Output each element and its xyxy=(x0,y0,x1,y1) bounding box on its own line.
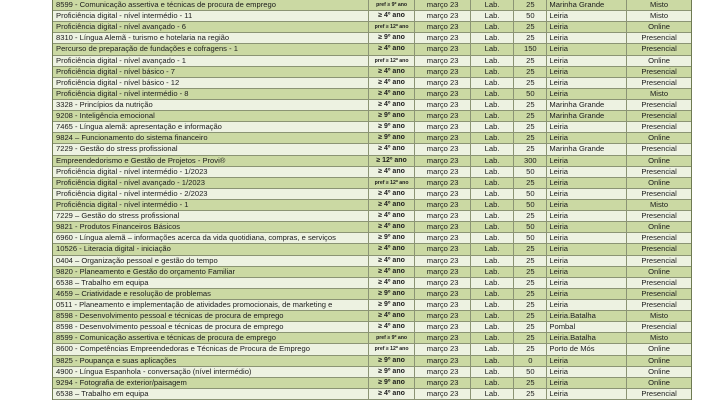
capacity-cell: 150 xyxy=(514,44,547,54)
capacity-cell: 25 xyxy=(514,78,547,88)
modality-cell: Online xyxy=(648,22,671,32)
course-name-cell: Empreendedorismo e Gestão de Projetos - Provi® xyxy=(53,156,369,166)
capacity-cell: 300 xyxy=(514,156,547,166)
table-row xyxy=(53,256,691,267)
capacity-cell: 50 xyxy=(514,233,547,243)
capacity-cell: 50 xyxy=(514,189,547,199)
start-date-cell: março 23 xyxy=(415,322,471,332)
start-date-cell: março 23 xyxy=(415,67,471,77)
start-date-cell: março 23 xyxy=(415,289,471,299)
table-row xyxy=(53,178,691,189)
start-date-cell: março 23 xyxy=(415,311,471,321)
lab-cell: Lab. xyxy=(471,144,514,154)
course-name-cell: 7465 - Língua alemã: apresentação e informação xyxy=(53,122,369,132)
modality-cell: Online xyxy=(648,155,671,165)
modality-cell: Presencial xyxy=(641,122,677,132)
start-date-cell: março 23 xyxy=(415,144,471,154)
start-date-cell: março 23 xyxy=(415,378,471,388)
start-date-cell: março 23 xyxy=(415,244,471,254)
table-row xyxy=(53,344,691,355)
modality-cell: Misto xyxy=(649,311,669,321)
lab-cell: Lab. xyxy=(471,300,514,310)
course-name-cell: 8310 - Língua Alemã - turismo e hotelaria na região xyxy=(53,33,369,43)
location-cell: Leiria xyxy=(547,300,627,310)
course-name-cell: Proficiência digital - nível intermédio - 1/2023 xyxy=(53,167,369,177)
location-cell: Leiria xyxy=(547,389,627,399)
table-row xyxy=(53,22,691,33)
lab-cell: Lab. xyxy=(471,367,514,377)
course-name-cell: Percurso de preparação de fundações e cofragens - 1 xyxy=(53,44,369,54)
course-name-cell: 9820 - Planeamento e Gestão do orçamento Familiar xyxy=(53,267,369,277)
location-cell: Leiria xyxy=(547,278,627,288)
schooling-requirement-cell: ≥ 4º ano xyxy=(369,44,416,54)
course-name-cell: 3328 - Princípios da nutrição xyxy=(53,100,369,110)
location-cell: Leiria xyxy=(547,33,627,43)
table-row xyxy=(53,244,691,255)
capacity-cell: 25 xyxy=(514,133,547,143)
lab-cell: Lab. xyxy=(471,322,514,332)
schooling-requirement-cell: ≥ 4º ano xyxy=(369,200,416,210)
capacity-cell: 25 xyxy=(514,56,547,66)
schooling-requirement-cell: ≥ 9º ano xyxy=(369,300,416,310)
schooling-requirement-cell: pref ≥ 9º ano xyxy=(369,0,416,10)
table-row xyxy=(53,211,691,222)
modality-cell: Misto xyxy=(649,11,669,21)
schooling-requirement-cell: ≥ 4º ano xyxy=(369,89,416,99)
modality-cell: Presencial xyxy=(641,211,677,221)
schooling-requirement-cell: ≥ 4º ano xyxy=(369,389,416,399)
capacity-cell: 25 xyxy=(514,311,547,321)
course-name-cell: 4659 – Criatividade e resolução de problemas xyxy=(53,289,369,299)
lab-cell: Lab. xyxy=(471,156,514,166)
start-date-cell: março 23 xyxy=(415,200,471,210)
schooling-requirement-cell: ≥ 4º ano xyxy=(369,244,416,254)
schooling-requirement-cell: ≥ 4º ano xyxy=(369,267,416,277)
location-cell: Marinha Grande xyxy=(547,144,627,154)
lab-cell: Lab. xyxy=(471,11,514,21)
capacity-cell: 25 xyxy=(514,178,547,188)
lab-cell: Lab. xyxy=(471,244,514,254)
lab-cell: Lab. xyxy=(471,0,514,10)
lab-cell: Lab. xyxy=(471,333,514,343)
schooling-requirement-cell: pref ≥ 12º ano xyxy=(369,56,416,66)
schooling-requirement-cell: ≥ 9º ano xyxy=(369,233,416,243)
modality-cell: Online xyxy=(648,177,671,187)
schooling-requirement-cell: pref ≥ 12º ano xyxy=(369,178,416,188)
start-date-cell: março 23 xyxy=(415,78,471,88)
modality-cell: Online xyxy=(648,133,671,143)
start-date-cell: março 23 xyxy=(415,56,471,66)
table-row xyxy=(53,133,691,144)
lab-cell: Lab. xyxy=(471,289,514,299)
modality-cell: Presencial xyxy=(641,111,677,121)
lab-cell: Lab. xyxy=(471,44,514,54)
table-row xyxy=(53,167,691,178)
lab-cell: Lab. xyxy=(471,111,514,121)
start-date-cell: março 23 xyxy=(415,367,471,377)
lab-cell: Lab. xyxy=(471,378,514,388)
modality-cell: Online xyxy=(648,222,671,232)
schooling-requirement-cell: pref ≥ 12º ano xyxy=(369,344,416,354)
capacity-cell: 25 xyxy=(514,378,547,388)
start-date-cell: março 23 xyxy=(415,267,471,277)
table-row xyxy=(53,389,691,400)
capacity-cell: 25 xyxy=(514,144,547,154)
course-name-cell: 8598 - Desenvolvimento pessoal e técnicas de procura de emprego xyxy=(53,322,369,332)
course-name-cell: 9294 - Fotografia de exterior/paisagem xyxy=(53,378,369,388)
location-cell: Leiria xyxy=(547,67,627,77)
table-row xyxy=(53,56,691,67)
location-cell: Leiria xyxy=(547,244,627,254)
capacity-cell: 0 xyxy=(514,356,547,366)
table-row xyxy=(53,222,691,233)
modality-cell: Presencial xyxy=(641,300,677,309)
table-row xyxy=(53,156,691,167)
course-name-cell: 9825 - Poupança e suas aplicações xyxy=(53,356,369,366)
schooling-requirement-cell: ≥ 9º ano xyxy=(369,289,416,299)
location-cell: Leiria xyxy=(547,122,627,132)
lab-cell: Lab. xyxy=(471,89,514,99)
location-cell: Leiria xyxy=(547,22,627,32)
lab-cell: Lab. xyxy=(471,133,514,143)
table-row xyxy=(53,333,691,344)
start-date-cell: março 23 xyxy=(415,389,471,399)
schooling-requirement-cell: ≥ 9º ano xyxy=(369,122,416,132)
start-date-cell: março 23 xyxy=(415,44,471,54)
location-cell: Porto de Mós xyxy=(547,344,627,354)
start-date-cell: março 23 xyxy=(415,233,471,243)
start-date-cell: março 23 xyxy=(415,356,471,366)
modality-cell: Misto xyxy=(649,333,669,343)
course-name-cell: 0404 – Organização pessoal e gestão do tempo xyxy=(53,256,369,266)
table-row xyxy=(53,233,691,244)
lab-cell: Lab. xyxy=(471,278,514,288)
modality-cell: Presencial xyxy=(641,233,677,243)
table-row xyxy=(53,367,691,378)
table-row xyxy=(53,122,691,133)
schooling-requirement-cell: ≥ 4º ano xyxy=(369,278,416,288)
schooling-requirement-cell: ≥ 9º ano xyxy=(369,367,416,377)
start-date-cell: março 23 xyxy=(415,156,471,166)
table-row xyxy=(53,144,691,155)
capacity-cell: 25 xyxy=(514,267,547,277)
capacity-cell: 25 xyxy=(514,211,547,221)
lab-cell: Lab. xyxy=(471,233,514,243)
table-row xyxy=(53,278,691,289)
schooling-requirement-cell: ≥ 9º ano xyxy=(369,133,416,143)
modality-cell: Presencial xyxy=(641,100,677,110)
capacity-cell: 25 xyxy=(514,322,547,332)
lab-cell: Lab. xyxy=(471,56,514,66)
capacity-cell: 25 xyxy=(514,122,547,132)
course-name-cell: 8600 - Competências Empreendedoras e Técnicas de Procura de Emprego xyxy=(53,344,369,354)
modality-cell: Presencial xyxy=(641,244,677,254)
location-cell: Leiria xyxy=(547,233,627,243)
course-name-cell: 8599 - Comunicação assertiva e técnicas de procura de emprego xyxy=(53,333,369,343)
course-name-cell: Proficiência digital - nível intermédio - 2/2023 xyxy=(53,189,369,199)
start-date-cell: março 23 xyxy=(415,22,471,32)
lab-cell: Lab. xyxy=(471,22,514,32)
start-date-cell: março 23 xyxy=(415,100,471,110)
location-cell: Leiria xyxy=(547,78,627,88)
table-row xyxy=(53,200,691,211)
start-date-cell: março 23 xyxy=(415,344,471,354)
course-name-cell: 7229 – Gestão do stress profissional xyxy=(53,211,369,221)
location-cell: Marinha Grande xyxy=(547,111,627,121)
location-cell: Leiria xyxy=(547,56,627,66)
location-cell: Leiria xyxy=(547,267,627,277)
modality-cell: Presencial xyxy=(641,277,677,287)
capacity-cell: 25 xyxy=(514,278,547,288)
capacity-cell: 25 xyxy=(514,256,547,266)
table-row xyxy=(53,11,691,22)
start-date-cell: março 23 xyxy=(415,189,471,199)
table-row xyxy=(53,189,691,200)
course-name-cell: Proficiência digital - nível intermédio - 11 xyxy=(53,11,369,21)
location-cell: Leiria xyxy=(547,89,627,99)
location-cell: Marinha Grande xyxy=(547,0,627,10)
lab-cell: Lab. xyxy=(471,389,514,399)
location-cell: Leiria xyxy=(547,167,627,177)
course-name-cell: 8599 - Comunicação assertiva e técnicas de procura de emprego xyxy=(53,0,369,10)
lab-cell: Lab. xyxy=(471,200,514,210)
table-row xyxy=(53,67,691,78)
schooling-requirement-cell: ≥ 4º ano xyxy=(369,78,416,88)
modality-cell: Misto xyxy=(649,200,669,210)
start-date-cell: março 23 xyxy=(415,178,471,188)
start-date-cell: março 23 xyxy=(415,133,471,143)
lab-cell: Lab. xyxy=(471,167,514,177)
location-cell: Leiria xyxy=(547,222,627,232)
modality-cell: Online xyxy=(648,344,671,354)
course-name-cell: 7229 - Gestão do stress profissional xyxy=(53,144,369,154)
table-row xyxy=(53,44,691,55)
table-row xyxy=(53,322,691,333)
location-cell: Leiria xyxy=(547,178,627,188)
table-row xyxy=(53,289,691,300)
table-row xyxy=(53,78,691,89)
lab-cell: Lab. xyxy=(471,100,514,110)
location-cell: Leiria xyxy=(547,11,627,21)
location-cell: Pombal xyxy=(547,322,627,332)
schooling-requirement-cell: ≥ 4º ano xyxy=(369,167,416,177)
start-date-cell: março 23 xyxy=(415,89,471,99)
capacity-cell: 25 xyxy=(514,289,547,299)
start-date-cell: março 23 xyxy=(415,300,471,310)
modality-cell: Presencial xyxy=(641,77,677,87)
schooling-requirement-cell: ≥ 4º ano xyxy=(369,322,416,332)
location-cell: Leiria xyxy=(547,44,627,54)
table-row xyxy=(53,378,691,389)
modality-cell: Presencial xyxy=(641,144,677,154)
modality-cell: Presencial xyxy=(641,66,677,76)
start-date-cell: março 23 xyxy=(415,0,471,10)
start-date-cell: março 23 xyxy=(415,278,471,288)
lab-cell: Lab. xyxy=(471,33,514,43)
capacity-cell: 25 xyxy=(514,67,547,77)
start-date-cell: março 23 xyxy=(415,167,471,177)
schooling-requirement-cell: ≥ 4º ano xyxy=(369,256,416,266)
course-name-cell: 9821 - Produtos Financeiros Básicos xyxy=(53,222,369,232)
lab-cell: Lab. xyxy=(471,256,514,266)
modality-cell: Presencial xyxy=(641,188,677,198)
capacity-cell: 25 xyxy=(514,111,547,121)
course-name-cell: Proficiência digital - nível avançado - 6 xyxy=(53,22,369,32)
lab-cell: Lab. xyxy=(471,222,514,232)
capacity-cell: 25 xyxy=(514,244,547,254)
course-name-cell: 0511 - Planeamento e implementação de atividades promocionais, de marketing e xyxy=(53,300,369,310)
start-date-cell: março 23 xyxy=(415,333,471,343)
table-row xyxy=(53,267,691,278)
modality-cell: Misto xyxy=(649,88,669,98)
schooling-requirement-cell: ≥ 4º ano xyxy=(369,67,416,77)
schooling-requirement-cell: ≥ 9º ano xyxy=(369,378,416,388)
course-name-cell: 6538 – Trabalho em equipa xyxy=(53,278,369,288)
capacity-cell: 25 xyxy=(514,389,547,399)
lab-cell: Lab. xyxy=(471,67,514,77)
modality-cell: Presencial xyxy=(641,33,677,43)
schooling-requirement-cell: ≥ 4º ano xyxy=(369,144,416,154)
location-cell: Leiria xyxy=(547,189,627,199)
location-cell: Leiria xyxy=(547,200,627,210)
modality-cell: Online xyxy=(648,55,671,65)
capacity-cell: 50 xyxy=(514,222,547,232)
schooling-requirement-cell: ≥ 4º ano xyxy=(369,211,416,221)
start-date-cell: março 23 xyxy=(415,11,471,21)
course-name-cell: Proficiência digital - nível avançado - 1/2023 xyxy=(53,178,369,188)
modality-cell: Online xyxy=(648,366,671,376)
course-name-cell: 6960 - Língua alemã – informações acerca da vida quotidiana, compras, e serviços xyxy=(53,233,369,243)
modality-cell: Presencial xyxy=(641,288,677,298)
schooling-requirement-cell: pref ≥ 9º ano xyxy=(369,333,416,343)
lab-cell: Lab. xyxy=(471,122,514,132)
course-name-cell: Proficiência digital - nível intermédio - 1 xyxy=(53,200,369,210)
schooling-requirement-cell: ≥ 4º ano xyxy=(369,100,416,110)
start-date-cell: março 23 xyxy=(415,256,471,266)
modality-cell: Online xyxy=(648,355,671,365)
capacity-cell: 25 xyxy=(514,0,547,10)
location-cell: Marinha Grande xyxy=(547,100,627,110)
schooling-requirement-cell: ≥ 9º ano xyxy=(369,111,416,121)
lab-cell: Lab. xyxy=(471,344,514,354)
start-date-cell: março 23 xyxy=(415,122,471,132)
course-name-cell: 8598 - Desenvolvimento pessoal e técnicas de procura de emprego xyxy=(53,311,369,321)
start-date-cell: março 23 xyxy=(415,111,471,121)
location-cell: Leiria xyxy=(547,378,627,388)
table-row xyxy=(53,0,691,11)
location-cell: Leiria.Batalha xyxy=(547,333,627,343)
lab-cell: Lab. xyxy=(471,78,514,88)
capacity-cell: 25 xyxy=(514,100,547,110)
modality-cell: Online xyxy=(648,266,671,276)
table-row xyxy=(53,89,691,100)
schooling-requirement-cell: ≥ 4º ano xyxy=(369,311,416,321)
location-cell: Leiria xyxy=(547,289,627,299)
modality-cell: Misto xyxy=(649,0,669,10)
table-row xyxy=(53,356,691,367)
start-date-cell: março 23 xyxy=(415,222,471,232)
lab-cell: Lab. xyxy=(471,211,514,221)
modality-cell: Presencial xyxy=(641,255,677,265)
course-name-cell: Proficiência digital - nível intermédio - 8 xyxy=(53,89,369,99)
location-cell: Leiria.Batalha xyxy=(547,311,627,321)
start-date-cell: março 23 xyxy=(415,211,471,221)
table-row xyxy=(53,300,691,311)
lab-cell: Lab. xyxy=(471,178,514,188)
schooling-requirement-cell: ≥ 9º ano xyxy=(369,356,416,366)
course-name-cell: Proficiência digital - nível avançado - 1 xyxy=(53,56,369,66)
modality-cell: Online xyxy=(648,377,671,387)
capacity-cell: 50 xyxy=(514,11,547,21)
start-date-cell: março 23 xyxy=(415,33,471,43)
schooling-requirement-cell: ≥ 9º ano xyxy=(369,33,416,43)
schooling-requirement-cell: ≥ 4º ano xyxy=(369,11,416,21)
modality-cell: Presencial xyxy=(641,322,677,332)
course-name-cell: 4900 - Língua Espanhola - conversação (nível intermédio) xyxy=(53,367,369,377)
schooling-requirement-cell: ≥ 4º ano xyxy=(369,189,416,199)
course-name-cell: 9824 – Funcionamento do sistema financeiro xyxy=(53,133,369,143)
lab-cell: Lab. xyxy=(471,189,514,199)
capacity-cell: 50 xyxy=(514,167,547,177)
table-row xyxy=(53,311,691,322)
course-name-cell: 9208 - Inteligência emocional xyxy=(53,111,369,121)
capacity-cell: 50 xyxy=(514,89,547,99)
capacity-cell: 25 xyxy=(514,300,547,310)
course-name-cell: 10526 - Literacia digital - iniciação xyxy=(53,244,369,254)
lab-cell: Lab. xyxy=(471,311,514,321)
modality-cell: Presencial xyxy=(641,44,677,54)
schooling-requirement-cell: ≥ 4º ano xyxy=(369,222,416,232)
location-cell: Leiria xyxy=(547,256,627,266)
course-name-cell: Proficiência digital - nível básico - 7 xyxy=(53,67,369,77)
table-row xyxy=(53,33,691,44)
schooling-requirement-cell: ≥ 12º ano xyxy=(369,156,416,166)
capacity-cell: 25 xyxy=(514,22,547,32)
location-cell: Leiria xyxy=(547,211,627,221)
lab-cell: Lab. xyxy=(471,267,514,277)
capacity-cell: 50 xyxy=(514,367,547,377)
capacity-cell: 25 xyxy=(514,333,547,343)
location-cell: Leiria xyxy=(547,367,627,377)
table-row xyxy=(53,100,691,111)
location-cell: Leiria xyxy=(547,133,627,143)
location-cell: Leiria xyxy=(547,356,627,366)
modality-cell: Presencial xyxy=(641,388,677,398)
lab-cell: Lab. xyxy=(471,356,514,366)
capacity-cell: 25 xyxy=(514,33,547,43)
table-row xyxy=(53,111,691,122)
modality-cell: Presencial xyxy=(641,166,677,176)
course-table xyxy=(52,0,692,400)
schooling-requirement-cell: pref ≥ 12º ano xyxy=(369,22,416,32)
capacity-cell: 50 xyxy=(514,200,547,210)
location-cell: Leiria xyxy=(547,156,627,166)
capacity-cell: 25 xyxy=(514,344,547,354)
course-name-cell: Proficiência digital - nível básico - 12 xyxy=(53,78,369,88)
course-name-cell: 6538 – Trabalho em equipa xyxy=(53,389,369,399)
